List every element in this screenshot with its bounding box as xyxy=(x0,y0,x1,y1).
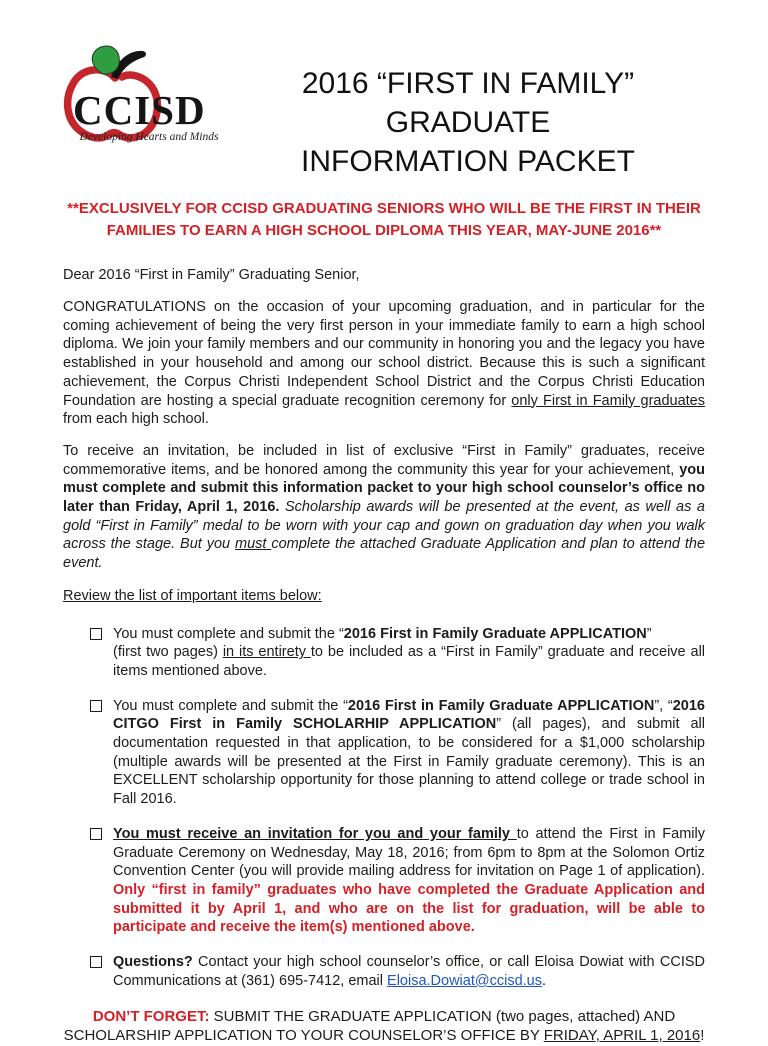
page-title-line2: INFORMATION PACKET xyxy=(301,145,635,178)
text-segment: ! xyxy=(700,1027,705,1044)
checklist-item xyxy=(90,697,705,809)
text-segment: 2016 CITGO First in Family SCHOLARHIP APPLICATION xyxy=(113,697,705,733)
text-segment: Questions? xyxy=(113,954,193,971)
text-segment: ” (all pages), and submit all documentation requested in that application, to be considered for a $1,000 scholarship (multiple awards will be presented at the First in Family graduate ceremony). This is an EXCELLENT scholarship opportunity for those planning to attend college or trade school in Fall 2016. xyxy=(113,716,705,808)
text-segment: You must complete and submit the “ xyxy=(113,697,348,714)
text-segment: **EXCLUSIVELY FOR CCISD GRADUATING SENIORS WHO WILL BE THE FIRST IN THEIR xyxy=(67,200,701,217)
checklist xyxy=(63,625,705,991)
text-segment: ”, “ xyxy=(654,697,673,714)
text-segment: 2016 First in Family Graduate APPLICATION xyxy=(347,697,655,714)
checkbox-icon xyxy=(90,628,102,640)
checklist-item-text xyxy=(113,825,705,937)
review-heading xyxy=(63,587,705,606)
checklist-item xyxy=(90,953,705,990)
email-link[interactable]: Eloisa.Dowiat@ccisd.us xyxy=(387,972,542,989)
salutation: Dear 2016 “First in Family” Graduating Senior, xyxy=(63,267,360,283)
text-segment: CONGRATULATIONS on the occasion of your upcoming graduation, and in particular for the coming achievement of being the very first person in your immediate family to earn a high school diploma. We join your family members and our community in honoring you and the legacy you have established in your household and among our school district. Because this is such a significant achievement, the Corpus Christi Independent School District and the Corpus Christi Education Foundation are hosting a special graduate recognition ceremony for xyxy=(63,299,705,409)
text-segment: 2016 First in Family Graduate APPLICATION xyxy=(343,625,647,642)
logo-tagline: Developing Hearts and Minds xyxy=(79,131,219,143)
document-header xyxy=(63,44,705,181)
text-segment: ” xyxy=(646,625,652,642)
page-title xyxy=(231,44,705,181)
text-segment: in its entirety xyxy=(222,644,311,661)
text-segment: DON’T FORGET: xyxy=(92,1007,210,1025)
ccisd-logo xyxy=(63,44,231,148)
footer-reminder xyxy=(63,1007,705,1046)
text-segment: You must complete and submit the “ xyxy=(113,625,344,642)
text-segment: SUBMIT THE GRADUATE APPLICATION (two pages, attached) AND xyxy=(209,1007,676,1025)
text-segment: Only “first in family” graduates who have completed the Graduate Application and submitted it by April 1, and who are on the list for graduation, will be able to participate and receive the item(s) mentioned above. xyxy=(113,881,705,936)
page-title-line1: 2016 “FIRST IN FAMILY” GRADUATE xyxy=(301,67,635,139)
text-segment: Scholarship awards will be presented at the event, as well as a gold “First in Family” medal to be worn with your cap and gown on graduation day when you walk across the stage. But you xyxy=(63,499,705,553)
text-segment: must xyxy=(234,536,272,553)
text-segment: complete the attached Graduate Application and plan to attend the event. xyxy=(63,536,706,572)
text-segment: to attend the First in Family Graduate Ceremony on Wednesday, May 18, 2016; from 6pm to 8pm at the Solomon Ortiz Convention Center (you will provide mailing address for invitation on Page 1 of application). xyxy=(113,825,705,880)
checklist-item xyxy=(90,625,705,681)
checklist-item-text xyxy=(113,625,705,681)
logo-acronym: CCISD xyxy=(73,87,206,133)
checklist-item xyxy=(90,825,705,937)
text-segment: To receive an invitation, be included in list of exclusive “First in Family” graduates, receive commemorative items, and be honored among the community this year for your achievement, xyxy=(63,442,705,478)
text-segment: to be included as a “First in Family” graduate and receive all items mentioned above. xyxy=(113,644,706,679)
text-segment: FRIDAY, APRIL 1, 2016 xyxy=(543,1027,701,1044)
text-segment: (first two pages) xyxy=(113,644,223,661)
ccisd-logo-graphic xyxy=(63,44,231,148)
checklist-item-text xyxy=(113,953,705,990)
text-segment: Review the list of important items below: xyxy=(63,587,322,604)
checkbox-icon xyxy=(90,956,102,968)
checklist-item-text xyxy=(113,697,705,809)
text-segment: SCHOLARSHIP APPLICATION TO YOUR COUNSELOR’S OFFICE BY xyxy=(63,1027,544,1044)
text-segment: . xyxy=(541,972,547,989)
paragraph-submission-instructions xyxy=(63,442,705,573)
text-segment: from each high school. xyxy=(63,411,209,428)
text-segment: You must receive an invitation for you and your family xyxy=(113,825,517,842)
exclusivity-banner xyxy=(63,198,705,241)
checkbox-icon xyxy=(90,700,102,712)
text-segment: FAMILIES TO EARN A HIGH SCHOOL DIPLOMA THIS YEAR, MAY-JUNE 2016** xyxy=(106,221,662,239)
text-segment: only First in Family graduates xyxy=(511,392,705,409)
text-segment: Contact your high school counselor’s office, or call Eloisa Dowiat with CCISD Communications at (361) 695-7412, email xyxy=(113,954,705,989)
text-segment: you must complete and submit this information packet to your high school counselor’s office no later than Friday, April 1, 2016. xyxy=(63,461,705,516)
checkbox-icon xyxy=(90,828,102,840)
paragraph-congratulations xyxy=(63,298,705,429)
